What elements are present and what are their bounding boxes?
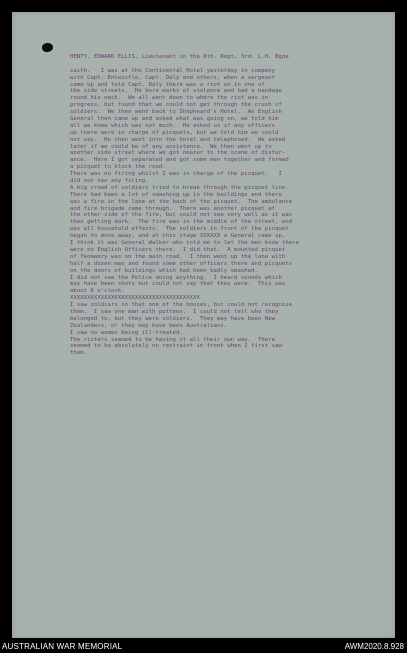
statement-line: up there were in charge of picquets, but we told him we could [70,129,279,136]
statement-line: then getting dark. The fire was in the middle of the street, and [70,219,293,226]
statement-line: later if we could be of any assistance. We then went up to [70,143,272,150]
statement-line: them. I saw one man with puttees. I could not tell who they [70,308,279,315]
statement-line: A big crowd of soldiers tried to break through the picquet line. [70,184,289,191]
statement-line: all we knew which was not much. He asked us if any officers [70,122,276,129]
statement-line: of Yeomanry was on the main road. I then went up the lane with [70,253,286,260]
statement-line: were no English Officers there. I did that. A mounted picquet [70,246,286,253]
statement-line: about 6 o'clock. [70,288,125,295]
statement-line: and fire brigade came through. There was another picquet at [70,205,276,212]
statement-line: The rioters seemed to be having it all their own way. There [70,336,276,343]
statement-line: I saw no women being ill-treated. [70,329,183,336]
archive-footer [0,641,407,653]
statement-line: a picquet to block the road. [70,164,166,171]
statement-line: saith. I was at the Continental Hotel yesterday in company [70,67,276,74]
archive-organization: AUSTRALIAN WAR MEMORIAL [2,642,123,651]
statement-line: round his neck. We all went down to where the riot was in [70,95,269,102]
statement-line: was all household effects. The soldiers in front of the picquet [70,226,289,233]
statement-line: I did not see the Police doing anything. I heard sounds which [70,274,282,281]
statement-line: ance. Here I got separated and got some men together and formed [70,157,289,164]
statement-line: the other side of the fire, but could not see very well as it was [70,212,293,219]
statement-line: I saw soldiers in that one of the houses, but could not recognise [70,302,293,309]
statement-line: XXXXXXXXXXXXXXXXXXXXXXXXXXXXXXXXXXXXXX [70,295,200,302]
statement-line: did not see any firing. [70,178,149,185]
statement-line: Zealanders, or they may have been Australians. [70,322,228,329]
statement-line: the side streets. He bore marks of violence and had a bandage [70,88,282,95]
statement-line: came up and told Capt. Daly there was a riot on in one of [70,81,265,88]
statement-line: another side street where we got nearer to the scene of distur- [70,150,286,157]
typewritten-statement [70,54,388,357]
typed-page [12,12,395,638]
statement-line: There was no firing whilst I was in charge of the picquet. I [70,171,282,178]
statement-line: not say. He then went into the hotel and telephoned. We asked [70,136,286,143]
statement-line: on the doors of buildings which had been badly smashed. [70,267,258,274]
statement-line: belonged to, but they were soldiers. They may have been New [70,315,276,322]
punch-hole-mark [41,42,54,53]
archive-reference-number: AWM2020.8.928 [344,642,404,651]
statement-line: seemed to be absolutely no restraint in front when I first saw [70,343,282,350]
statement-line: half a dozen men and found some other officers there and picquets [70,260,293,267]
statement-line: General then came up and asked what was going on, we told him [70,116,279,123]
statement-line: began to move away, and at this stage XXXXXX a General came up, [70,233,286,240]
statement-line: may have been shots but could not say that they were. This was [70,281,286,288]
statement-line: soldiers. We then went back to Shepheard's Hotel. An English [70,109,282,116]
statement-line: them. [70,350,88,357]
statement-line [70,61,388,68]
statement-heading: HENTY, EDWARD ELLIS, Lieutenant in the 8th. Regt. 3rd. L.H. Bgde [70,54,289,60]
statement-line: I think it was General Walker who told me to let the men know there [70,240,299,247]
statement-line: progress, but found that we could not get through the crush of [70,102,282,109]
statement-line: There had been a lot of smashing up in the buildings and there [70,191,282,198]
statement-line: was a fire in the lane at the back of the picquet. The ambulance [70,198,293,205]
statement-line: with Capt. Entwistle, Capt. Daly and others, when a sergeant [70,74,276,81]
